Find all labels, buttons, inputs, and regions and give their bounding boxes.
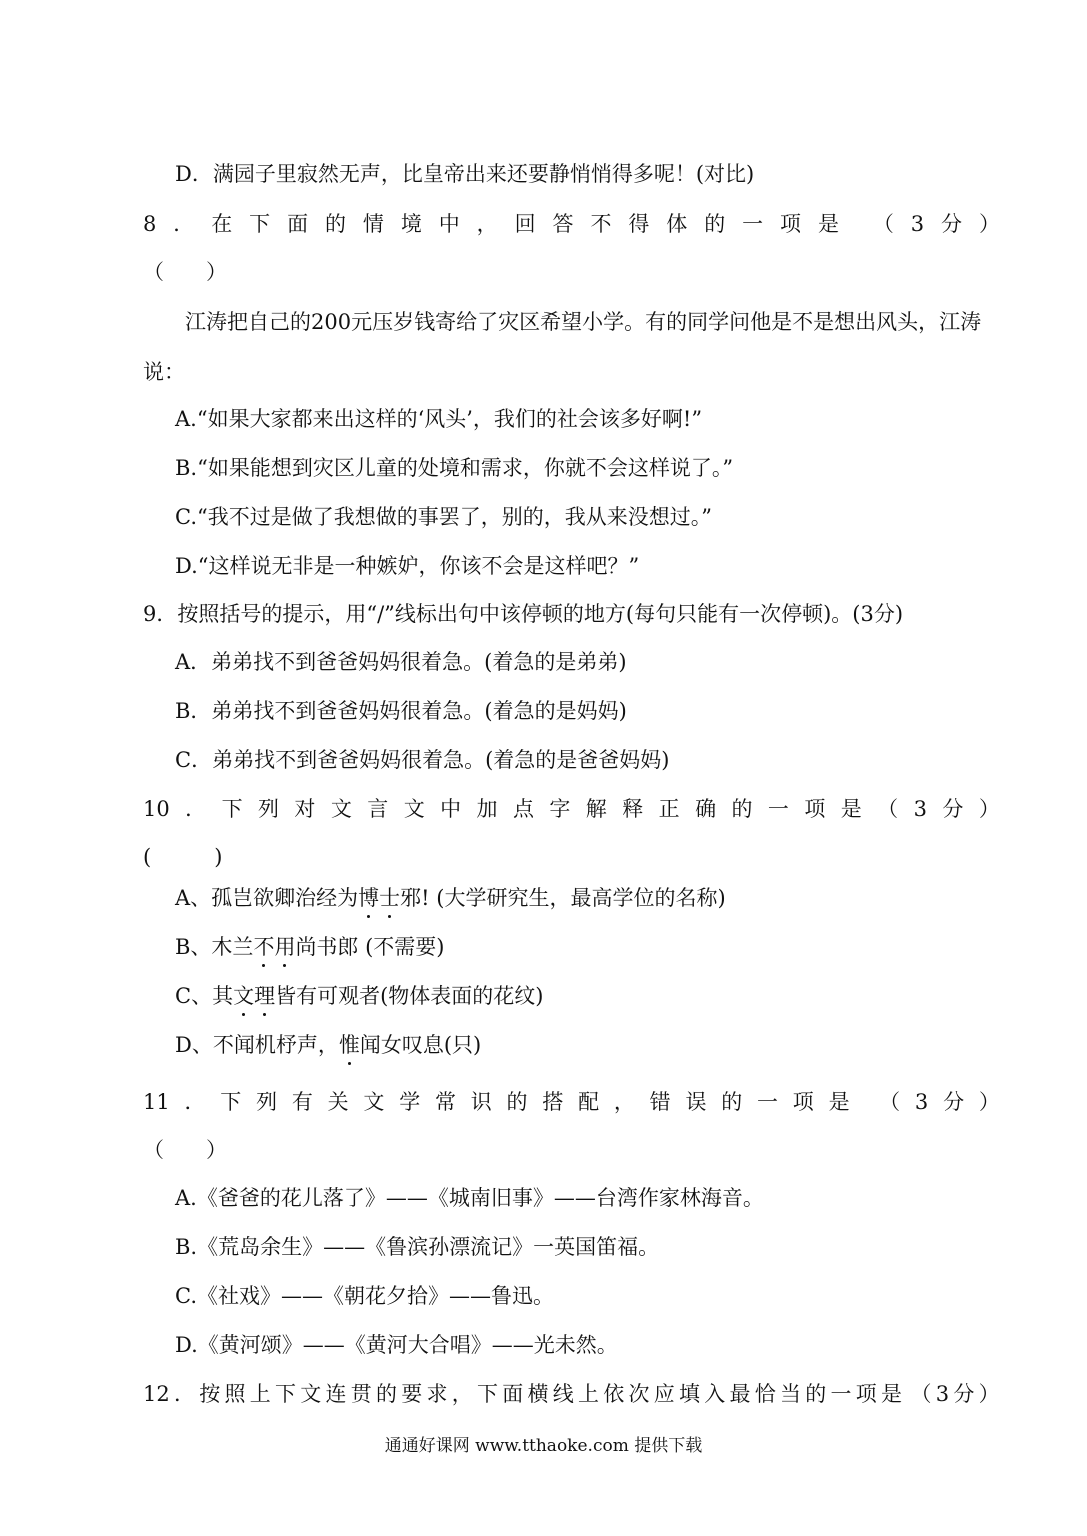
q8-option-b: B.“如果能想到灾区儿童的处境和需求，你就不会这样说了。”	[175, 456, 734, 480]
q8-stem-char: 得	[628, 212, 650, 236]
q11-stem-char: 错	[649, 1090, 671, 1114]
q10-stem-char: 一	[767, 797, 789, 821]
q10-stem-char: 点	[512, 797, 534, 821]
q9-stem: 9．按照括号的提示，用“/”线标出句中该停顿的地方(每句只能有一次停顿)。(3分)	[143, 602, 904, 626]
q10-stem-char: 分	[942, 797, 964, 821]
q10-option-b-dotted-1: 不	[253, 935, 275, 959]
q8-stem-char: （	[872, 212, 894, 236]
q11-option-b: B.《荒岛余生》——《鲁滨孙漂流记》一英国笛福。	[175, 1235, 660, 1259]
q12-stem-char: 连	[325, 1382, 347, 1406]
q10-stem-char: 文	[403, 797, 425, 821]
q11-stem-char: 分	[943, 1090, 965, 1114]
q11-stem-char: 误	[685, 1090, 707, 1114]
q10-option-a-dotted-1: 博	[358, 886, 380, 910]
q12-stem-char: 求	[426, 1382, 448, 1406]
q8-stem-char: 情	[362, 212, 384, 236]
q10-stem-char: 10	[143, 797, 170, 821]
q8-passage-line-2: 说：	[143, 360, 185, 384]
q8-stem-char: ）	[978, 212, 1000, 236]
q8-stem-char: ．	[173, 212, 195, 236]
q8-stem-char: 分	[941, 212, 963, 236]
q12-stem-char: 的	[375, 1382, 397, 1406]
q10-stem	[143, 795, 1000, 823]
q12-stem-char: ．	[173, 1382, 195, 1406]
q12-stem-char: 分	[953, 1382, 975, 1406]
q10-answer-blank: ( )	[143, 845, 223, 869]
q12-stem-char: 当	[779, 1382, 801, 1406]
q10-stem-char: 加	[476, 797, 498, 821]
q11-stem-char: 关	[327, 1090, 349, 1114]
q10-stem-char: 列	[258, 797, 279, 821]
q11-stem-char: 的	[506, 1090, 528, 1114]
q11-stem-char: 配	[578, 1090, 600, 1114]
q10-stem-char: 是	[840, 797, 862, 821]
q8-stem-char: 答	[552, 212, 574, 236]
q10-option-c-pre: C、其	[175, 984, 234, 1008]
q10-option-d-post: 闻女叹息(只)	[359, 1033, 482, 1057]
q11-stem-char: 识	[470, 1090, 492, 1114]
q11-stem-char: 项	[792, 1090, 814, 1114]
q11-stem-char: 文	[363, 1090, 385, 1114]
q8-stem-char: 一	[742, 212, 764, 236]
q11-stem-char: 搭	[542, 1090, 564, 1114]
q11-stem-char: 列	[256, 1090, 278, 1114]
q11-option-d: D.《黄河颂》——《黄河大合唱》——光未然。	[175, 1333, 618, 1357]
q12-stem-char: 面	[502, 1382, 524, 1406]
q10-option-a-pre: A、孤岂欲卿治经为	[175, 886, 359, 910]
q10-stem-char: ）	[978, 797, 1000, 821]
q8-stem-char: 的	[324, 212, 346, 236]
q11-stem	[143, 1088, 1000, 1116]
q11-stem-char: 是	[828, 1090, 850, 1114]
q10-option-b	[175, 933, 445, 961]
q12-stem-char: 12	[143, 1382, 170, 1406]
q12-stem-char: 线	[552, 1382, 574, 1406]
q11-stem-char: ．	[184, 1090, 206, 1114]
q11-stem-char: 的	[721, 1090, 743, 1114]
q10-option-c	[175, 982, 543, 1010]
q12-stem-char: 上	[577, 1382, 599, 1406]
q10-stem-char: 正	[658, 797, 680, 821]
q11-answer-blank: （ ）	[143, 1138, 227, 1162]
q10-stem-char: 下	[221, 797, 243, 821]
q12-stem-char: 横	[527, 1382, 549, 1406]
q12-stem-char: 一	[830, 1382, 852, 1406]
q9-option-b: B．弟弟找不到爸爸妈妈很着急。(着急的是妈妈)	[175, 699, 627, 723]
q12-stem-char: 文	[300, 1382, 322, 1406]
q8-stem-char: 项	[780, 212, 802, 236]
q9-option-a: A．弟弟找不到爸爸妈妈很着急。(着急的是弟弟)	[175, 650, 627, 674]
q12-stem-char: 按	[199, 1382, 221, 1406]
q10-option-b-dotted-2: 用	[274, 935, 296, 959]
q8-answer-blank: （ ）	[143, 260, 227, 284]
q11-stem-char: 有	[291, 1090, 313, 1114]
q12-stem-char: 贯	[350, 1382, 372, 1406]
q11-option-c: C.《社戏》——《朝花夕拾》——鲁迅。	[175, 1284, 554, 1308]
q10-stem-char: 中	[440, 797, 462, 821]
q12-stem-char: 应	[653, 1382, 675, 1406]
q8-option-d: D.“这样说无非是一种嫉妒，你该不会是这样吧？”	[175, 554, 640, 578]
q8-stem	[143, 210, 1000, 238]
q8-stem-char: 的	[704, 212, 726, 236]
q12-stem-char: 填	[678, 1382, 700, 1406]
q12-stem	[143, 1380, 1000, 1408]
q12-stem-char: （	[910, 1382, 932, 1406]
q12-stem-char: 恰	[754, 1382, 776, 1406]
q8-stem-char: 回	[514, 212, 536, 236]
q11-stem-char: 一	[757, 1090, 779, 1114]
q8-stem-char: 是	[817, 212, 839, 236]
q8-stem-char: 下	[249, 212, 271, 236]
q11-stem-char: 下	[220, 1090, 242, 1114]
q8-stem-char: 8	[143, 212, 157, 236]
q11-option-a: A.《爸爸的花儿落了》——《城南旧事》——台湾作家林海音。	[175, 1186, 764, 1210]
q10-option-d-pre: D、不闻机杼声，	[175, 1033, 339, 1057]
q12-stem-char: 下	[274, 1382, 296, 1406]
q8-stem-char: 3	[910, 212, 925, 236]
q10-stem-char: 言	[367, 797, 389, 821]
q7-option-d: D．满园子里寂然无声，比皇帝出来还要静悄悄得多呢！(对比)	[175, 162, 755, 186]
q12-stem-char: 依	[603, 1382, 625, 1406]
q8-option-c: C.“我不过是做了我想做的事罢了，别的，我从来没想过。”	[175, 505, 712, 529]
q10-option-b-pre: B、木兰	[175, 935, 254, 959]
q10-stem-char: 解	[585, 797, 607, 821]
q12-stem-char: 要	[401, 1382, 423, 1406]
q10-option-d	[175, 1031, 481, 1059]
q12-stem-char: 入	[704, 1382, 726, 1406]
q12-stem-char: ）	[978, 1382, 1000, 1406]
q10-option-a	[175, 884, 726, 912]
q10-stem-char: （	[877, 797, 899, 821]
q8-stem-char: 体	[666, 212, 688, 236]
q12-stem-char: 项	[855, 1382, 877, 1406]
q10-stem-char: 3	[913, 797, 927, 821]
q12-stem-char: 上	[249, 1382, 271, 1406]
q10-option-a-post: 邪! (大学研究生，最高学位的名称)	[400, 886, 726, 910]
q12-stem-char: 3	[935, 1382, 950, 1406]
q10-stem-char: 确	[695, 797, 717, 821]
footer-credit: 通通好课网 www.tthaoke.com 提供下载	[384, 1436, 703, 1456]
q12-stem-char: 照	[224, 1382, 246, 1406]
q10-stem-char: ．	[185, 797, 207, 821]
q8-stem-char: 中	[438, 212, 460, 236]
q8-stem-char: 境	[400, 212, 422, 236]
q12-stem-char: 是	[880, 1382, 902, 1406]
q11-stem-char: ）	[978, 1090, 1000, 1114]
q12-stem-char: 下	[476, 1382, 498, 1406]
q12-stem-char: 的	[805, 1382, 827, 1406]
q12-stem-char: ，	[451, 1382, 473, 1406]
q10-stem-char: 字	[549, 797, 571, 821]
q10-option-a-dotted-2: 士	[379, 886, 401, 910]
q8-stem-char: 面	[287, 212, 309, 236]
q10-stem-char: 的	[731, 797, 753, 821]
q10-option-d-dotted-1: 惟	[338, 1033, 360, 1057]
q12-stem-char: 最	[729, 1382, 751, 1406]
q11-stem-char: 学	[399, 1090, 421, 1114]
q10-stem-char: 项	[804, 797, 826, 821]
q8-stem-char: ，	[476, 212, 498, 236]
q12-stem-char: 次	[628, 1382, 650, 1406]
q8-stem-char: 不	[590, 212, 612, 236]
q11-stem-char: 常	[434, 1090, 456, 1114]
q8-passage-line-1: 江涛把自己的200元压岁钱寄给了灾区希望小学。有的同学问他是不是想出风头，江涛	[185, 310, 982, 334]
q10-stem-char: 文	[330, 797, 352, 821]
q11-stem-char: 11	[143, 1090, 170, 1114]
q8-option-a: A.“如果大家都来出这样的‘风头’，我们的社会该多好啊!”	[175, 407, 703, 431]
q10-option-c-dotted-2: 理	[254, 984, 276, 1008]
q11-stem-char: （	[879, 1090, 901, 1114]
q10-option-c-dotted-1: 文	[233, 984, 255, 1008]
q10-option-c-post: 皆有可观者(物体表面的花纹)	[275, 984, 544, 1008]
q10-option-b-post: 尚书郎 (不需要)	[295, 935, 445, 959]
q11-stem-char: 3	[914, 1090, 929, 1114]
q10-stem-char: 释	[622, 797, 644, 821]
q10-stem-char: 对	[294, 797, 316, 821]
q9-option-c: C．弟弟找不到爸爸妈妈很着急。(着急的是爸爸妈妈)	[175, 748, 670, 772]
q11-stem-char: ，	[613, 1090, 635, 1114]
q8-stem-char: 在	[211, 212, 233, 236]
